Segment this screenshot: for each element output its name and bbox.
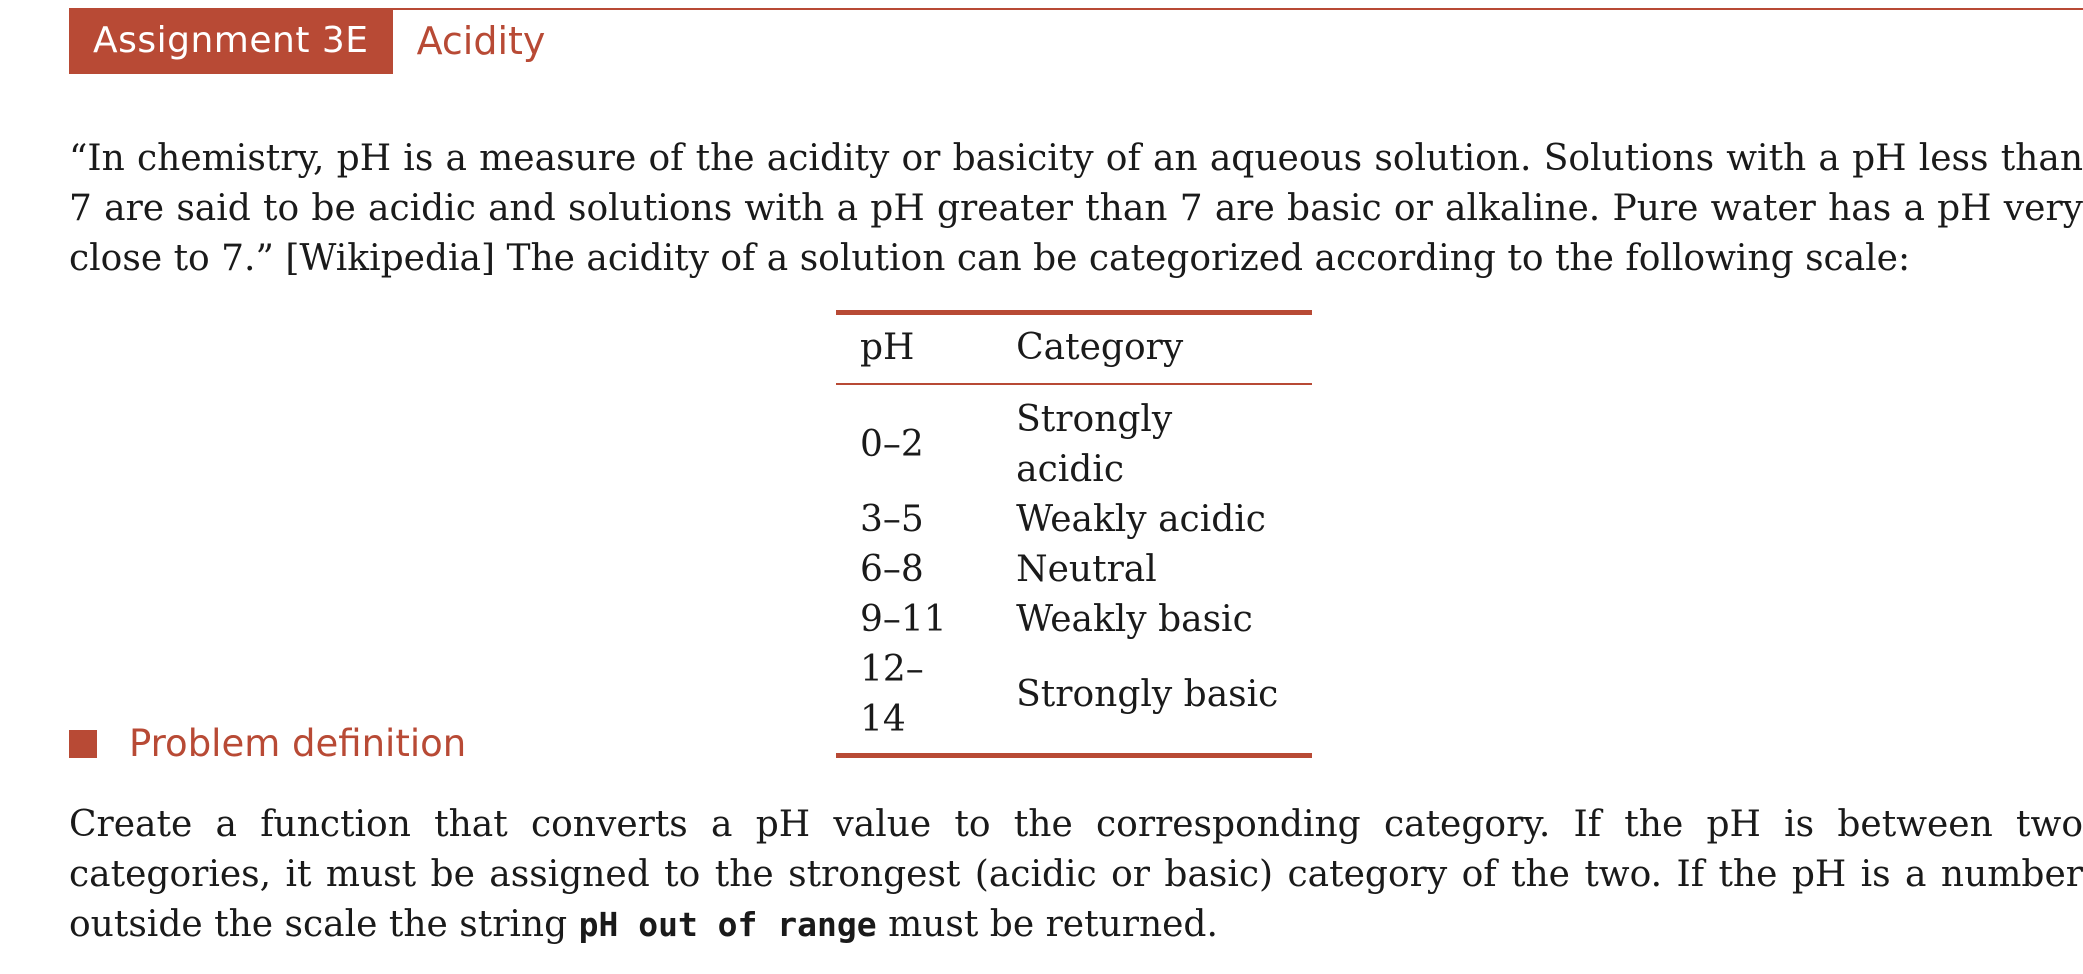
assignment-label: Assignment 3E (69, 8, 393, 74)
table-row (836, 495, 1312, 545)
ph-range-cell: 12–14 (860, 649, 924, 740)
category-cell: Strongly acidic (1016, 399, 1173, 490)
intro-text: “In chemistry, pH is a measure of the acidity or basicity of an aqueous solution. Solutions with a pH less than 7 are said to be acidic and solutions with a pH greater than 7 are basic or alkaline. Pure water has a pH very close to 7.” [Wikipedia] The acidity of a solution can be categorized according to the following scale: (69, 138, 2083, 279)
category-cell: Weakly acidic (1016, 499, 1266, 540)
category-cell: Neutral (1016, 549, 1157, 590)
table-row (836, 645, 1312, 756)
table-row (836, 545, 1312, 595)
problem-paragraph (69, 800, 2083, 950)
ph-range-cell: 6–8 (860, 549, 924, 590)
problem-text-before: Create a function that converts a pH value to the corresponding category. If the pH is between two categories, it must be assigned to the strongest (acidic or basic) category of the two. If the pH is a number outside the scale the string (69, 804, 2083, 945)
ph-range-cell: 3–5 (860, 499, 924, 540)
section-bullet-icon (69, 730, 97, 758)
assignment-title: Acidity (416, 19, 546, 63)
problem-text (69, 800, 2083, 950)
section-heading (69, 722, 466, 765)
table-header-ph: pH (836, 313, 992, 385)
category-cell: Strongly basic (1016, 674, 1279, 715)
ph-range-cell: 0–2 (860, 424, 924, 465)
ph-range-cell: 9–11 (860, 599, 947, 640)
assignment-header (69, 8, 545, 74)
category-cell: Weakly basic (1016, 599, 1253, 640)
inline-code: pH out of range (578, 905, 877, 944)
table-header-category: Category (992, 313, 1312, 385)
header-rule (380, 8, 2083, 10)
intro-paragraph (69, 134, 2083, 284)
problem-text-after: must be returned. (876, 904, 1218, 945)
table-row (836, 595, 1312, 645)
table-header-row (836, 313, 1312, 385)
section-title: Problem definition (129, 722, 467, 765)
table-row (836, 384, 1312, 495)
ph-category-table (836, 310, 1312, 758)
